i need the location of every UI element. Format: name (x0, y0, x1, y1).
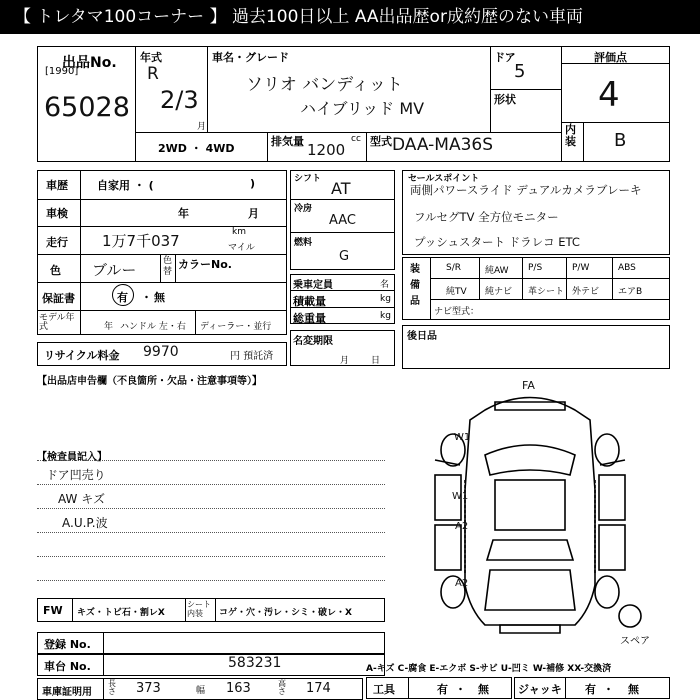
car-rear-bumper (500, 625, 560, 633)
car-wheel-rr (595, 576, 619, 608)
tools-none: 無 (478, 683, 489, 696)
load-label: 積載量 (293, 295, 326, 308)
warranty-dot: ・ (141, 291, 152, 304)
year-era: R (147, 64, 159, 84)
equipment-item: P/W (572, 263, 590, 273)
cert-height-value: 174 (306, 681, 331, 696)
car-grade-value: ハイブリッド MV (300, 99, 425, 118)
postfit-label: 後日品 (407, 331, 437, 342)
mileage-value: 1万7千037 (102, 232, 180, 250)
cert-length-value: 373 (136, 681, 161, 696)
equipment-item: 革シート (528, 287, 565, 297)
equipment-divider (479, 279, 480, 300)
history-label: 車歴 (46, 179, 68, 192)
car-body-outline (465, 398, 595, 626)
rating-value: 4 (598, 75, 620, 115)
color-repaint: 色替 (163, 256, 173, 277)
equipment-divider (522, 279, 523, 300)
warranty-have: 有 (117, 291, 128, 304)
sales-point-line-1: 両側パワースライド デュアルカメラブレーキ (410, 183, 642, 197)
recycle-label: リサイクル料金 (44, 349, 120, 362)
inspection-year: 年 (178, 207, 189, 220)
damage-legend: A-キズ C-腐食 E-エクボ S-サビ U-凹ミ W-補修 XX-交換済 (366, 664, 612, 674)
displacement-label: 排気量 (271, 135, 304, 148)
equipment-item: ABS (618, 263, 636, 273)
inspection-label: 車検 (46, 207, 68, 220)
tools-dot: ・ (455, 683, 466, 696)
car-name-value: ソリオ バンディット (246, 75, 403, 95)
recycle-value: 9970 (143, 344, 179, 360)
car-trunk (485, 570, 575, 610)
seat-text: コゲ・穴・汚レ・シミ・破レ・X (219, 608, 352, 618)
jack-label: ジャッキ (518, 683, 562, 696)
equipment-item: 純ナビ (485, 287, 513, 297)
cert-length-label: 長さ (108, 679, 116, 696)
equipment-divider (566, 279, 567, 300)
mileage-label: 走行 (46, 236, 68, 249)
equipment-label: 装備品 (410, 264, 420, 307)
fw-text: キズ・トビ石・割レX (77, 608, 165, 618)
cert-height-label: 高さ (278, 679, 286, 696)
jack-have: 有 (585, 683, 596, 696)
sales-point-line-2: フルセグTV 全方位モニター (414, 210, 559, 224)
jack-dot: ・ (603, 683, 614, 696)
year-label: 年式 (140, 51, 162, 64)
reg-no-label: 登録 No. (44, 638, 91, 651)
ac-label: 冷房 (294, 204, 313, 214)
model-code-label: 型式 (370, 135, 392, 148)
car-damage-diagram (415, 380, 645, 645)
history-value: 自家用 ・ ( (97, 179, 154, 192)
chassis-label: 車台 No. (44, 660, 91, 673)
displacement-value: 1200 (307, 141, 346, 159)
modify-label: 名変期限 (293, 336, 333, 347)
doors-value: 5 (514, 61, 526, 82)
rating-label: 評価点 (594, 51, 627, 64)
diagram-a2-rear: A2 (455, 578, 469, 589)
sales-point-line-3: プッシュスタート ドラレコ ETC (414, 235, 580, 249)
drive-options: 2WD ・ 4WD (158, 142, 235, 155)
inspector-note-3: A.U.P.波 (62, 516, 108, 530)
diagram-spare: スペア (620, 636, 650, 647)
handle-options: ハンドル 左・右 (120, 322, 186, 332)
model-year-unit: 年 (104, 322, 114, 332)
inspection-month: 月 (248, 207, 259, 220)
navi-label: ナビ型式： (434, 307, 480, 317)
inspector-note-1: ドア凹売り (46, 468, 106, 482)
lot-sub-label: [1990] (45, 66, 79, 77)
shift-value: AT (331, 179, 351, 198)
equipment-divider (612, 258, 613, 279)
dealer-options: ディーラー・並行 (200, 322, 272, 332)
car-right-rear-door (599, 525, 625, 570)
fuel-value: G (339, 249, 350, 264)
mileage-mile: マイル (228, 243, 255, 253)
diagram-w1-side: W1 (452, 491, 469, 502)
car-windshield (485, 445, 575, 475)
equipment-item: エアB (618, 287, 643, 297)
postfit-box (402, 325, 670, 369)
diagram-w1-front: W1 (454, 432, 471, 443)
car-rear-window (487, 540, 573, 560)
equipment-item: 外テビ (572, 287, 600, 297)
warranty-label: 保証書 (42, 292, 75, 305)
lot-label: 出品No. (62, 55, 117, 71)
car-right-front-door (599, 475, 625, 520)
inspector-note-2: AW キズ (58, 492, 105, 506)
sales-points-label: セールスポイント (408, 174, 480, 184)
chassis-value: 583231 (228, 655, 282, 671)
load-unit: kg (380, 294, 391, 304)
modify-unit: 月日 (340, 356, 403, 366)
tools-label: 工具 (373, 683, 395, 696)
capacity-label: 乗車定員 (293, 280, 333, 291)
mileage-km: km (232, 227, 246, 237)
equipment-item: P/S (528, 263, 543, 273)
fuel-label: 燃料 (294, 238, 313, 248)
recycle-unit: 円 預託済 (230, 351, 274, 362)
model-code-value: DAA-MA36S (392, 135, 494, 155)
lot-number: 65028 (44, 92, 130, 123)
doors-label: ドア (494, 51, 516, 64)
car-roof (495, 480, 565, 530)
year-value: 2/3 (160, 86, 199, 114)
fw-label: FW (43, 604, 63, 617)
equipment-divider (479, 258, 480, 279)
car-front-bumper (495, 402, 565, 410)
header-title: 【 トレタマ100コーナー 】 過去100日以上 AA出品歴or成約歴のない車両 (14, 7, 583, 27)
cert-width-label: 幅 (196, 686, 206, 696)
history-close: ) (250, 177, 256, 190)
year-month-unit: 月 (197, 122, 207, 132)
header-banner (0, 0, 700, 34)
color-label: 色 (50, 264, 61, 277)
equipment-divider (566, 258, 567, 279)
interior-label: 内装 (565, 123, 576, 148)
color-no-label: カラーNo. (178, 258, 232, 271)
warranty-none: 無 (154, 291, 165, 304)
ac-value: AAC (329, 213, 356, 228)
color-value: ブルー (92, 261, 137, 279)
gross-label: 総重量 (293, 312, 326, 325)
equipment-divider (522, 258, 523, 279)
diagram-fa: FA (522, 379, 535, 392)
shift-label: シフト (294, 174, 322, 184)
displacement-unit: cc (351, 134, 361, 144)
model-year-label: モデル年式 (39, 313, 75, 332)
spare-tire-icon (619, 605, 641, 627)
equipment-item: 純TV (446, 287, 467, 297)
seller-note-label: 【出品店申告欄（不良箇所・欠品・注意事項等）】 (37, 376, 262, 387)
gross-unit: kg (380, 311, 391, 321)
vehicle-cert-label: 車庫証明用 (42, 687, 92, 698)
equipment-item: S/R (446, 263, 461, 273)
diagram-a2-side: A2 (455, 521, 469, 532)
car-name-label: 車名・グレード (212, 51, 289, 64)
jack-none: 無 (628, 683, 639, 696)
tools-have: 有 (437, 683, 448, 696)
inspector-label: 【検査員記入】 (37, 452, 107, 463)
interior-value: B (614, 130, 627, 151)
seat-label: シート内装 (187, 600, 211, 618)
equipment-divider (612, 279, 613, 300)
cert-width-value: 163 (226, 681, 251, 696)
shape-label: 形状 (494, 93, 516, 106)
equipment-item: 純AW (485, 266, 509, 276)
capacity-unit: 名 (380, 280, 390, 290)
